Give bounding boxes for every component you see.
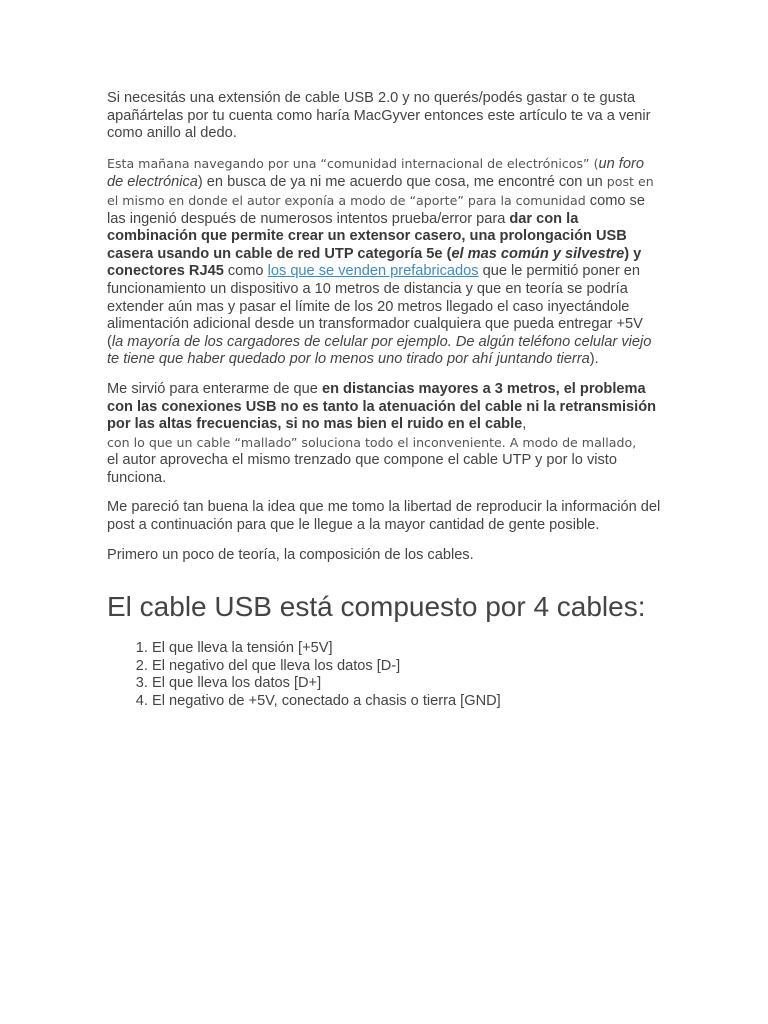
list-item: 2. El negativo del que lleva los datos [D-] [152, 658, 663, 676]
insight-text: , [522, 416, 527, 433]
story-text-alt: post en el mismo en donde el autor exponía a modo de “aporte” para la comunidad [107, 174, 654, 208]
list-item: 1. El que lleva la tensión [+5V] [152, 640, 663, 658]
forum-italic: un foro de electrónica [107, 155, 644, 191]
story-text-start: Esta mañana navegando por una “comunidad internacional de electrónicos” ( [107, 155, 599, 171]
key-finding-bold: dar con la combinación que permite crear un extensor casero, una prolongación USB casera usando un cable de red UTP categoría 5e ( [107, 210, 627, 262]
insight-text-end: el autor aprovecha el mismo trenzado que compone el cable UTP y por lo visto funciona. [107, 452, 617, 486]
connectors-bold: ) y conectores RJ45 [107, 245, 642, 280]
intro-paragraph: Si necesitás una extensión de cable USB 2.0 y no querés/podés gastar o te gusta apañártelas por tu cuenta como haría MacGyver entonces este artículo te va a venir como anillo al dedo. [107, 90, 651, 142]
reproduce-paragraph: Me pareció tan buena la idea que me tomo la libertad de reproducir la información del post a continuación para que le llegue a la mayor cantidad de gente posible. [107, 499, 661, 534]
story-text: como se las ingenió después de numerosos intentos prueba/error para [107, 192, 645, 227]
prefab-cables-link[interactable]: los que se venden prefabricados [267, 263, 479, 280]
story-paragraph [107, 155, 663, 369]
insight-text-alt: con lo que un cable “mallado” soluciona todo el inconveniente. A modo de mallado, [107, 434, 637, 450]
story-text: ) en busca de ya ni me acuerdo que cosa, me encontré con un [197, 174, 607, 191]
usb-wires-list [107, 640, 663, 710]
insight-text: Me sirvió para enterarme de que [107, 380, 322, 397]
story-text: como [223, 263, 268, 280]
cable-type-bold-italic: el mas común y silvestre [451, 245, 625, 262]
chargers-note-italic: la mayoría de los cargadores de celular por ejemplo. De algún teléfono celular viejo te tiene que haber quedado por lo menos uno tirado por ahí juntando tierra [107, 333, 652, 368]
article-body [107, 90, 663, 711]
section-heading: El cable USB está compuesto por 4 cables: [107, 591, 646, 623]
insight-paragraph [107, 381, 663, 488]
list-item: 3. El que lleva los datos [D+] [152, 675, 663, 693]
list-item: 4. El negativo de +5V, conectado a chasis o tierra [GND] [152, 693, 663, 711]
story-text-end: ). [589, 351, 599, 368]
story-text: que le permitió poner en funcionamiento un dispositivo a 10 metros de distancia y que en teoría se podría extender aún mas y pasar el límite de los 20 metros llegado el caso inyectándole alimentación adicional desde un transformador cualquiera que pueda entregar +5V ( [107, 263, 643, 350]
noise-finding-bold: en distancias mayores a 3 metros, el problema con las conexiones USB no es tanto la atenuación del cable ni la retransmisión por las altas frecuencias, si no mas bien el ruido en el cable [107, 380, 657, 433]
theory-paragraph: Primero un poco de teoría, la composición de los cables. [107, 546, 474, 563]
